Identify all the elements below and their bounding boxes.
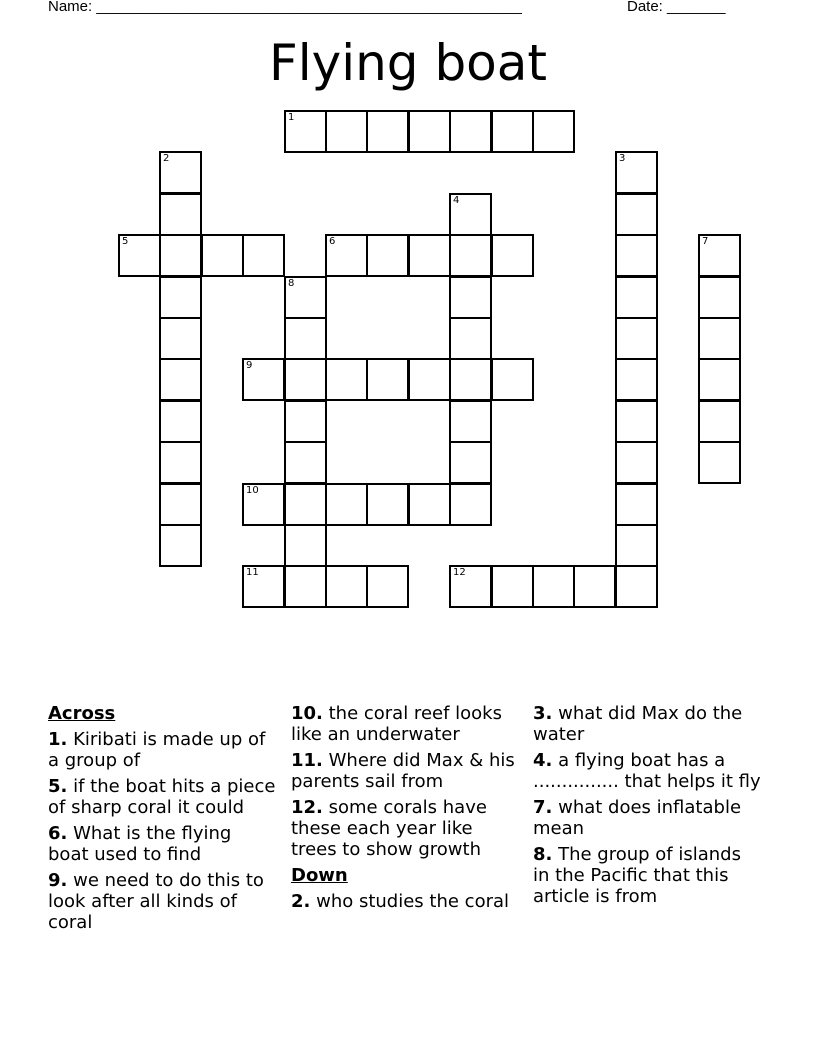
clue-across-5: 5. if the boat hits a piece of sharp coral it could <box>48 776 276 818</box>
clue-down-7: 7. what does inflatable mean <box>533 797 742 839</box>
crossword-cell[interactable] <box>698 400 741 443</box>
clue-number: 3 <box>619 153 626 164</box>
clue-down-3: 3. what did Max do the water <box>533 703 743 745</box>
crossword-cell[interactable] <box>615 483 658 526</box>
crossword-cell[interactable] <box>366 483 409 526</box>
clue-number: 6 <box>329 236 336 247</box>
crossword-cell[interactable] <box>449 193 492 236</box>
clue-number: 8 <box>288 278 295 289</box>
crossword-cell[interactable] <box>408 234 451 277</box>
across-heading: Across <box>48 703 116 724</box>
crossword-cell[interactable] <box>449 234 492 277</box>
crossword-cell[interactable] <box>615 400 658 443</box>
crossword-cell[interactable] <box>159 524 202 567</box>
crossword-cell[interactable] <box>615 193 658 236</box>
crossword-cell[interactable] <box>325 358 368 401</box>
crossword-cell[interactable] <box>491 110 534 153</box>
clue-column-1 <box>48 703 276 938</box>
crossword-cell[interactable] <box>532 110 575 153</box>
crossword-cell[interactable] <box>284 276 327 319</box>
crossword-cell[interactable] <box>159 317 202 360</box>
crossword-cell[interactable] <box>366 234 409 277</box>
clue-number: 10 <box>246 485 259 496</box>
crossword-cell[interactable] <box>366 358 409 401</box>
crossword-cell[interactable] <box>242 234 285 277</box>
clue-down-2: 2. who studies the coral <box>291 891 510 912</box>
crossword-cell[interactable] <box>284 441 327 484</box>
clue-number: 1 <box>288 112 295 123</box>
crossword-cell[interactable] <box>615 441 658 484</box>
crossword-cell[interactable] <box>284 565 327 608</box>
crossword-cell[interactable] <box>615 358 658 401</box>
clue-down-4: 4. a flying boat has a ............... that helps it fly <box>533 750 761 792</box>
clue-column-2 <box>291 703 519 917</box>
clue-across-1: 1. Kiribati is made up of a group of <box>48 729 266 771</box>
crossword-cell[interactable] <box>449 358 492 401</box>
crossword-cell[interactable] <box>698 358 741 401</box>
crossword-cell[interactable] <box>615 234 658 277</box>
crossword-cell[interactable] <box>159 400 202 443</box>
clue-across-9: 9. we need to do this to look after all kinds of coral <box>48 870 264 933</box>
clue-number: 5 <box>122 236 129 247</box>
crossword-cell[interactable] <box>201 234 244 277</box>
crossword-cell[interactable] <box>242 483 285 526</box>
crossword-cell[interactable] <box>159 151 202 194</box>
crossword-cell[interactable] <box>615 151 658 194</box>
clue-number: 7 <box>702 236 709 247</box>
crossword-cell[interactable] <box>449 565 492 608</box>
clue-down-8: 8. The group of islands in the Pacific that this article is from <box>533 844 741 907</box>
crossword-cell[interactable] <box>118 234 161 277</box>
crossword-cell[interactable] <box>159 193 202 236</box>
crossword-cell[interactable] <box>325 110 368 153</box>
crossword-cell[interactable] <box>449 483 492 526</box>
crossword-cell[interactable] <box>698 234 741 277</box>
crossword-cell[interactable] <box>159 276 202 319</box>
crossword-cell[interactable] <box>449 276 492 319</box>
clue-across-12: 12. some corals have these each year like trees to show growth <box>291 797 487 860</box>
crossword-cell[interactable] <box>284 317 327 360</box>
clue-column-3 <box>533 703 761 912</box>
crossword-cell[interactable] <box>284 483 327 526</box>
clue-number: 12 <box>453 567 466 578</box>
clue-number: 9 <box>246 360 253 371</box>
crossword-cell[interactable] <box>449 441 492 484</box>
crossword-cell[interactable] <box>698 441 741 484</box>
page-title: Flying boat <box>268 34 548 92</box>
down-heading: Down <box>291 865 348 886</box>
crossword-cell[interactable] <box>449 110 492 153</box>
clue-across-10: 10. the coral reef looks like an underwater <box>291 703 502 745</box>
clue-across-6: 6. What is the flying boat used to find <box>48 823 232 865</box>
crossword-cell[interactable] <box>615 276 658 319</box>
crossword-cell[interactable] <box>284 524 327 567</box>
crossword-cell[interactable] <box>159 234 202 277</box>
crossword-cell[interactable] <box>159 358 202 401</box>
crossword-cell[interactable] <box>284 110 327 153</box>
crossword-cell[interactable] <box>408 110 451 153</box>
crossword-cell[interactable] <box>284 358 327 401</box>
crossword-cell[interactable] <box>325 565 368 608</box>
crossword-cell[interactable] <box>615 565 658 608</box>
crossword-cell[interactable] <box>573 565 616 608</box>
crossword-cell[interactable] <box>449 317 492 360</box>
clue-number: 2 <box>163 153 170 164</box>
crossword-cell[interactable] <box>532 565 575 608</box>
crossword-cell[interactable] <box>615 524 658 567</box>
crossword-cell[interactable] <box>491 565 534 608</box>
crossword-cell[interactable] <box>159 483 202 526</box>
crossword-cell[interactable] <box>325 483 368 526</box>
clue-across-11: 11. Where did Max & his parents sail from <box>291 750 515 792</box>
crossword-cell[interactable] <box>408 483 451 526</box>
crossword-cell[interactable] <box>698 317 741 360</box>
crossword-cell[interactable] <box>366 565 409 608</box>
clue-number: 11 <box>246 567 259 578</box>
crossword-cell[interactable] <box>159 441 202 484</box>
crossword-cell[interactable] <box>284 400 327 443</box>
crossword-cell[interactable] <box>491 358 534 401</box>
name-field-label: Name: ___________________________________________________ <box>48 0 522 15</box>
crossword-cell[interactable] <box>615 317 658 360</box>
crossword-cell[interactable] <box>698 276 741 319</box>
crossword-cell[interactable] <box>242 565 285 608</box>
crossword-cell[interactable] <box>325 234 368 277</box>
date-field-label: Date: _______ <box>627 0 726 15</box>
crossword-cell[interactable] <box>408 358 451 401</box>
clue-number: 4 <box>453 195 460 206</box>
crossword-cell[interactable] <box>491 234 534 277</box>
crossword-cell[interactable] <box>242 358 285 401</box>
crossword-cell[interactable] <box>366 110 409 153</box>
crossword-cell[interactable] <box>449 400 492 443</box>
